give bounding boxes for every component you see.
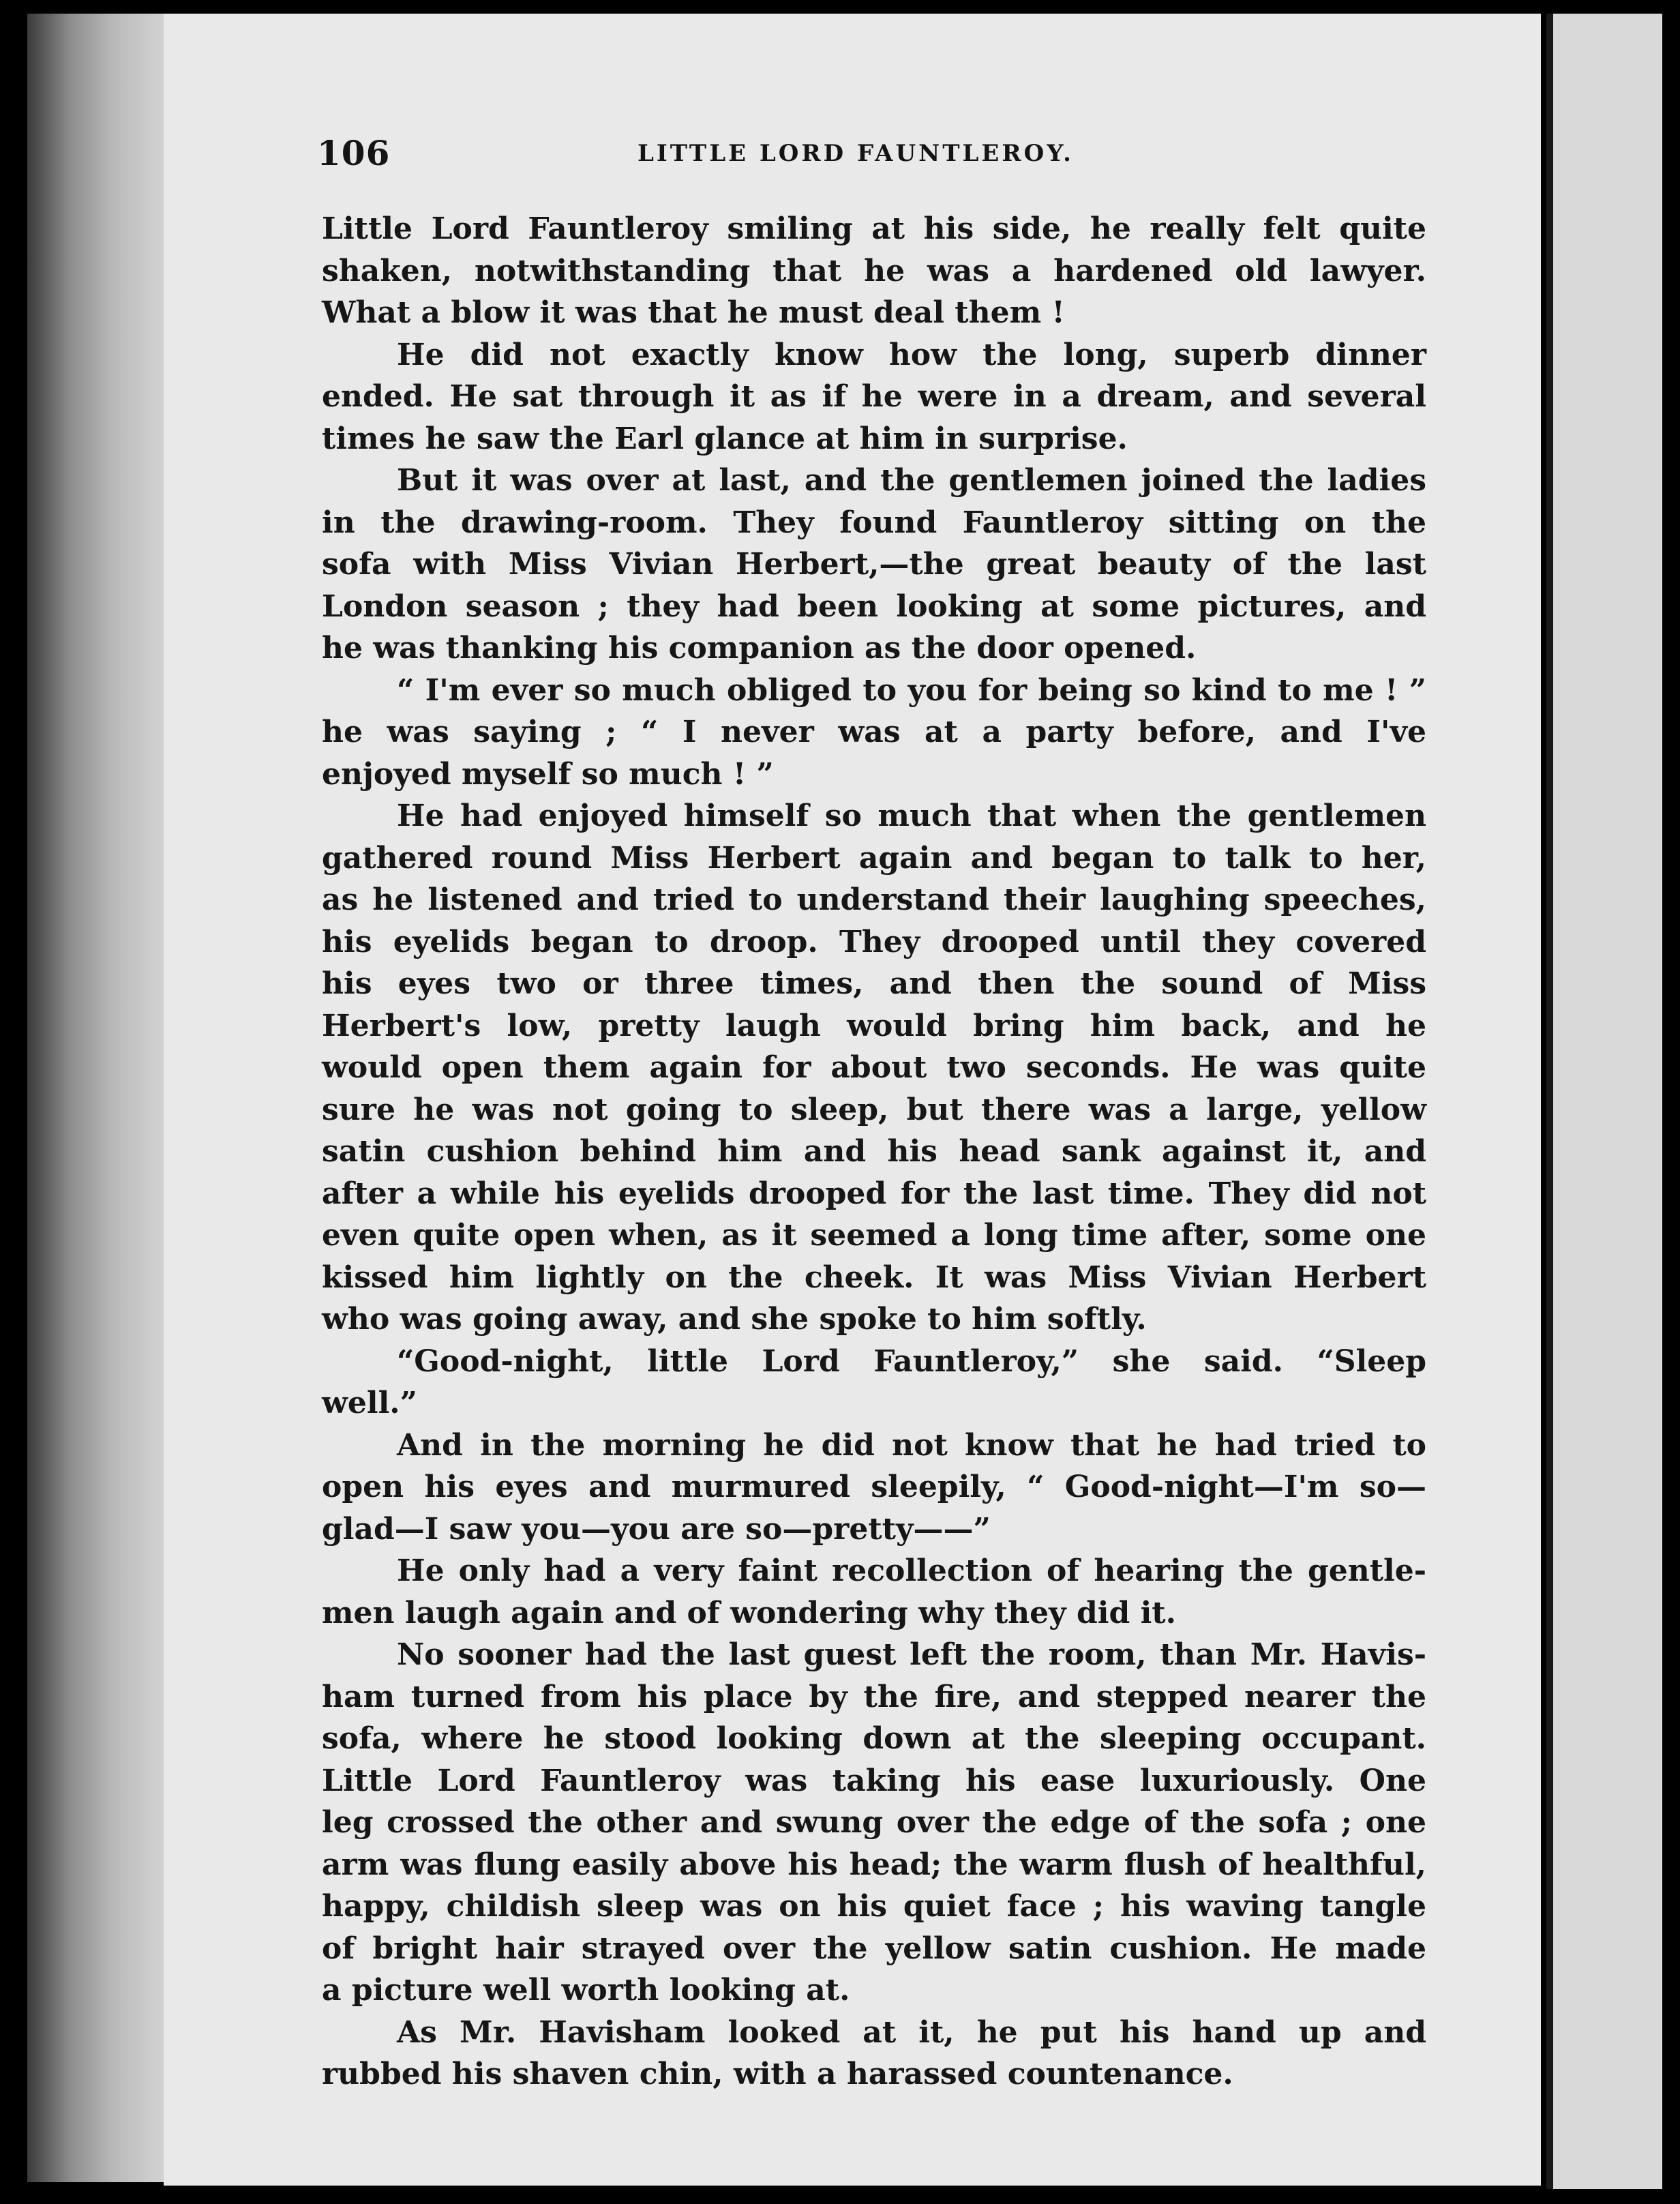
text-line: happy, childish sleep was on his quiet face ; his waving tangle	[322, 1889, 1426, 1924]
body-text	[322, 208, 1426, 2096]
text-line: As Mr. Havisham looked at it, he put his hand up and	[397, 2014, 1426, 2050]
text-line: open his eyes and murmured sleepily, “ Good-night—I'm so—	[322, 1470, 1426, 1504]
text-line: a picture well worth looking at.	[322, 1973, 850, 2008]
text-line: And in the morning he did not know that he had tried to	[397, 1427, 1426, 1463]
text-line: “Good-night, little Lord Fauntleroy,” she said. “Sleep	[397, 1343, 1426, 1379]
text-line: He only had a very faint recollection of hearing the gentle-	[397, 1553, 1426, 1588]
book-gutter	[27, 14, 170, 2182]
text-line: he was thanking his companion as the door opened.	[322, 631, 1197, 666]
text-line: shaken, notwithstanding that he was a hardened old lawyer.	[322, 253, 1426, 288]
facing-page-edge	[1546, 14, 1662, 2189]
text-line: after a while his eyelids drooped for the last time. They did not	[322, 1176, 1426, 1211]
text-line: in the drawing-room. They found Fauntleroy sitting on the	[322, 505, 1426, 540]
text-line: London season ; they had been looking at some pictures, and	[322, 589, 1426, 624]
text-line: Little Lord Fauntleroy was taking his ease luxuriously. One	[322, 1763, 1426, 1798]
page-number: 106	[317, 133, 391, 173]
text-line: would open them again for about two seconds. He was quite	[322, 1050, 1426, 1085]
text-line: sure he was not going to sleep, but there was a large, yellow	[322, 1092, 1426, 1127]
page-header	[317, 133, 1442, 188]
text-line: glad—I saw you—you are so—pretty——”	[322, 1511, 991, 1547]
text-line: even quite open when, as it seemed a long time after, some one	[322, 1218, 1426, 1253]
text-line: “ I'm ever so much obliged to you for being so kind to me ! ”	[397, 672, 1426, 708]
text-line: Herbert's low, pretty laugh would bring him back, and he	[322, 1008, 1426, 1043]
text-line: kissed him lightly on the cheek. It was Miss Vivian Herbert	[322, 1260, 1426, 1295]
text-line: well.”	[322, 1386, 417, 1420]
text-line: leg crossed the other and swung over the edge of the sofa ; one	[322, 1805, 1426, 1840]
text-line: enjoyed myself so much ! ”	[322, 756, 774, 792]
text-line: He had enjoyed himself so much that when the gentlemen	[397, 799, 1426, 833]
text-line: satin cushion behind him and his head sank against it, and	[322, 1134, 1426, 1169]
text-line: men laugh again and of wondering why they did it.	[322, 1595, 1176, 1630]
text-line: he was saying ; “ I never was at a party before, and I've	[322, 715, 1426, 749]
text-line: ham turned from his place by the fire, and stepped nearer the	[322, 1679, 1426, 1714]
text-line: his eyelids began to droop. They drooped until they covered	[322, 924, 1426, 959]
text-line: Little Lord Fauntleroy smiling at his side, he really felt quite	[322, 211, 1426, 246]
text-line: arm was flung easily above his head; the warm flush of healthful,	[322, 1847, 1426, 1882]
text-line: gathered round Miss Herbert again and began to talk to her,	[322, 840, 1426, 876]
text-line: who was going away, and she spoke to him softly.	[322, 1302, 1147, 1337]
text-line: rubbed his shaven chin, with a harassed countenance.	[322, 2057, 1233, 2091]
text-line: No sooner had the last guest left the room, than Mr. Havis-	[397, 1637, 1426, 1672]
text-line: sofa, where he stood looking down at the sleeping occupant.	[322, 1721, 1426, 1756]
page-divider	[1546, 14, 1553, 2189]
text-line: as he listened and tried to understand their laughing speeches,	[322, 882, 1426, 917]
text-line: But it was over at last, and the gentlemen joined the ladies	[397, 463, 1426, 498]
text-line: his eyes two or three times, and then the sound of Miss	[322, 966, 1426, 1001]
text-line: He did not exactly know how the long, superb dinner	[397, 337, 1426, 372]
text-line: of bright hair strayed over the yellow satin cushion. He made	[322, 1931, 1426, 1966]
text-line: sofa with Miss Vivian Herbert,—the great beauty of the last	[322, 547, 1426, 582]
text-line: times he saw the Earl glance at him in surprise.	[322, 421, 1128, 456]
running-title: LITTLE LORD FAUNTLEROY.	[638, 140, 1074, 167]
text-line: What a blow it was that he must deal them !	[322, 295, 1065, 330]
text-line: ended. He sat through it as if he were in a dream, and several	[322, 379, 1426, 414]
